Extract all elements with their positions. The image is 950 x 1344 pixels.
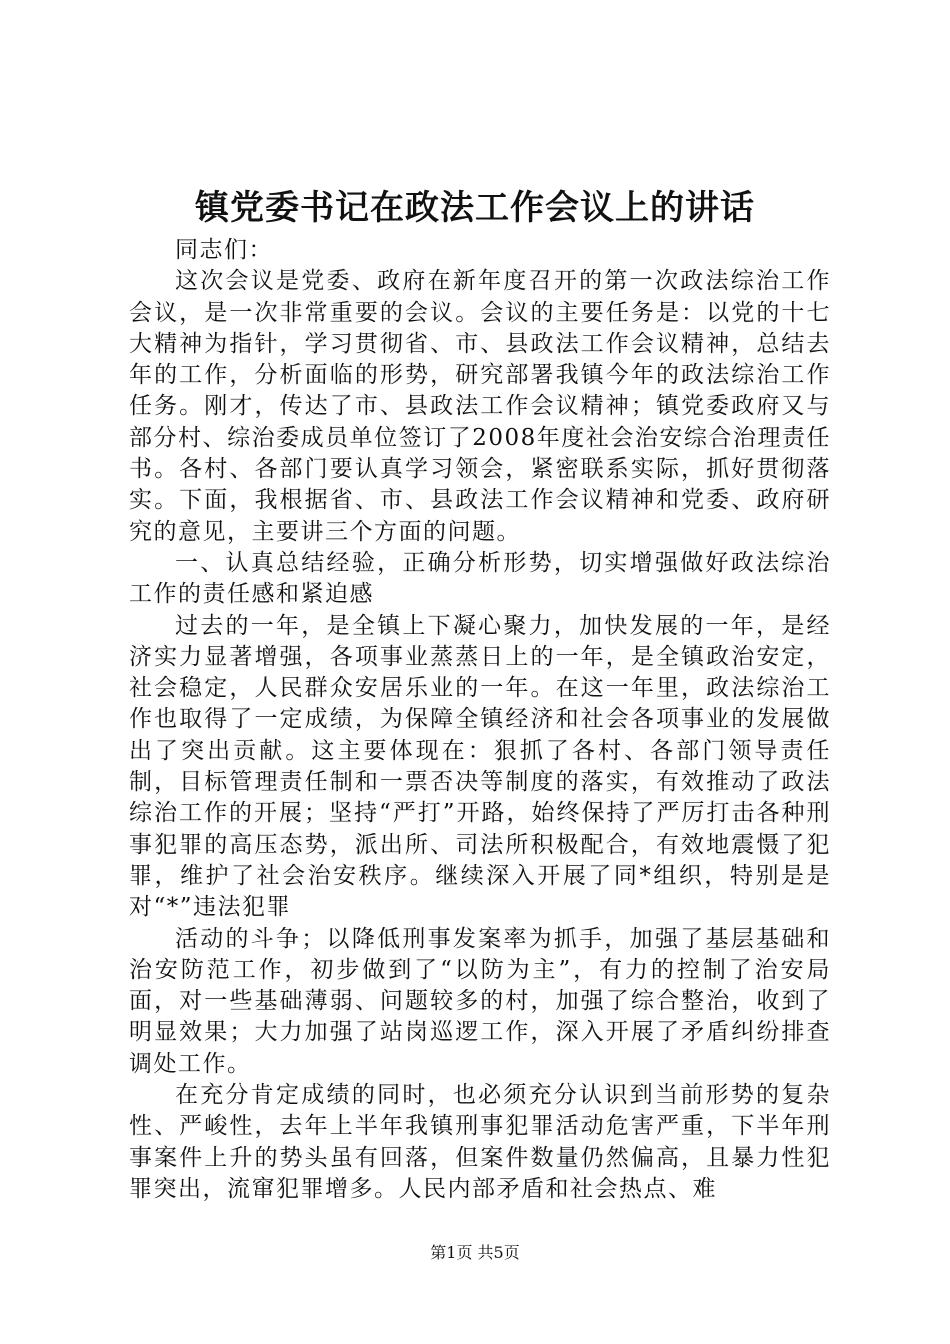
document-title: 镇党委书记在政法工作会议上的讲话 [195, 188, 755, 228]
paragraph-achievements: 过去的一年，是全镇上下凝心聚力，加快发展的一年，是经济实力显著增强，各项事业蒸蒸日上的一年，是全镇政治安定，社会稳定，人民群众安居乐业的一年。在这一年里，政法综治工作也取得了一定成绩，为保障全镇经济和社会各项事业的发展做出了突出贡献。这主要体现在：狠抓了各村、各部门领导责任制，目标管理责任制和一票否决等制度的落实，有效推动了政法综治工作的开展；坚持“严打”开路，始终保持了严厉打击各种刑事犯罪的高压态势，派出所、司法所积极配合，有效地震慑了犯罪，维护了社会治安秩序。继续深入开展了同*组织，特别是是对“*”违法犯罪 [129, 612, 831, 921]
page-number-footer: 第1页 共5页 [430, 1243, 520, 1262]
document-body [129, 235, 831, 1205]
paragraph-intro: 这次会议是党委、政府在新年度召开的第一次政法综治工作会议，是一次非常重要的会议。会议的主要任务是：以党的十七大精神为指针，学习贯彻省、市、县政法工作会议精神，总结去年的工作，分析面临的形势，研究部署我镇今年的政法综治工作任务。刚才，传达了市、县政法工作会议精神；镇党委政府又与部分村、综治委成员单位签订了2008年度社会治安综合治理责任书。各村、各部门要认真学习领会，紧密联系实际，抓好贯彻落实。下面，我根据省、市、县政法工作会议精神和党委、政府研究的意见，主要讲三个方面的问题。 [129, 268, 831, 545]
paragraph-struggle: 活动的斗争；以降低刑事发案率为抓手，加强了基层基础和治安防范工作，初步做到了“以防为主”，有力的控制了治安局面，对一些基础薄弱、问题较多的村，加强了综合整治，收到了明显效果；大力加强了站岗巡逻工作，深入开展了矛盾纠纷排查调处工作。 [129, 925, 831, 1077]
section-heading-1: 一、认真总结经验，正确分析形势，切实增强做好政法综治工作的责任感和紧迫感 [129, 549, 831, 608]
paragraph-salutation: 同志们： [175, 237, 273, 263]
paragraph-situation: 在充分肯定成绩的同时，也必须充分认识到当前形势的复杂性、严峻性，去年上半年我镇刑事犯罪活动危害严重，下半年刑事案件上升的势头虽有回落，但案件数量仍然偏高，且暴力性犯罪突出，流窜犯罪增多。人民内部矛盾和社会热点、难 [129, 1082, 831, 1202]
